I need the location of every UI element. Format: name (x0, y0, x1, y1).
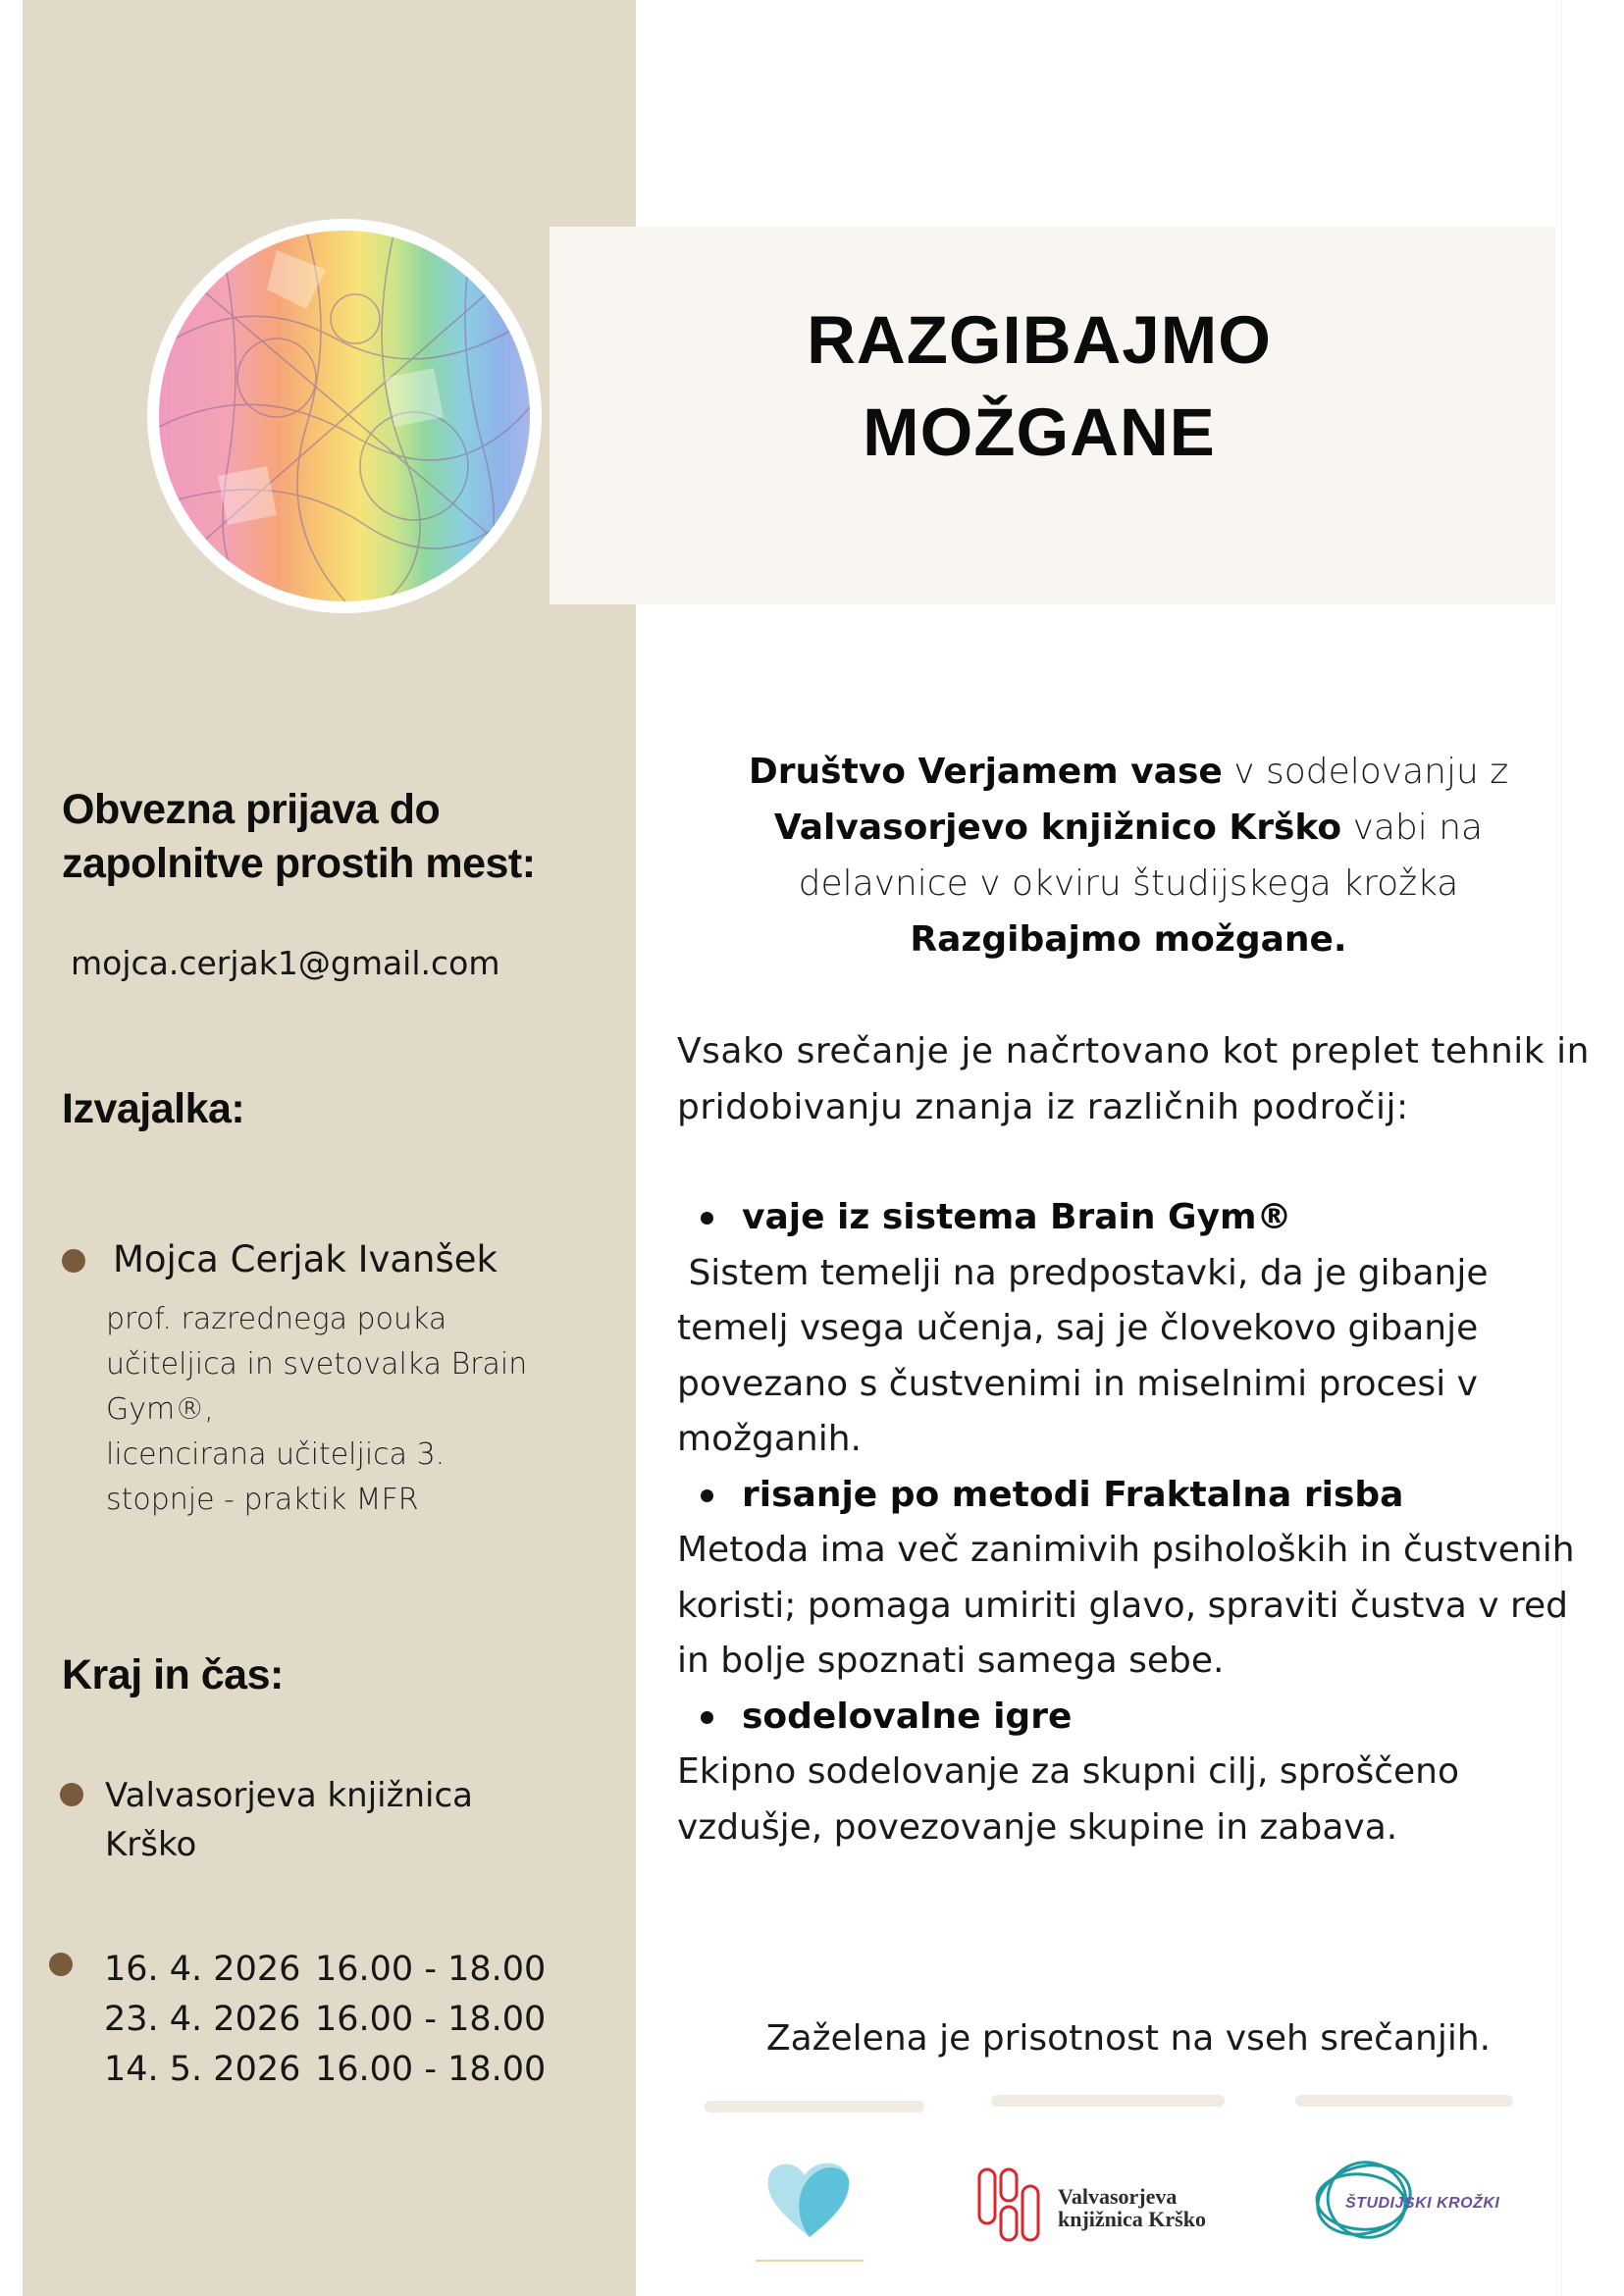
logo-divider (705, 2101, 924, 2113)
circle-name: Razgibajmo možgane. (910, 919, 1347, 960)
activity-item-text: Ekipno sodelovanje za skupni cilj, sproščeno vzdušje, povezovanje skupine in zabava. (677, 1751, 1460, 1848)
intro-paragraph: Društvo Verjamem vase v sodelovanju z Valvasorjevo knjižnico Krško vabi na delavnice v okviru študijskega krožka Razgibajmo možgane. (748, 752, 1509, 960)
instructor-description: prof. razrednega pouka učiteljica in svetovalka Brain Gym®, licencirana učiteljica 3. stopnje - praktik MFR (106, 1302, 528, 1517)
fractal-drawing-circle-image (159, 231, 530, 601)
body-lead: Vsako srečanje je načrtovano kot preplet tehnik in pridobivanju znanja iz različnih področij: (677, 1031, 1590, 1127)
title-line-2: MOŽGANE (863, 394, 1216, 470)
contact-email[interactable]: mojca.cerjak1@gmail.com (71, 944, 500, 982)
date-row: 16. 4. 2026 16.00 - 18.00 (104, 1950, 547, 1989)
activity-item-title: vaje iz sistema Brain Gym® (677, 1190, 1590, 1246)
bullet-icon (701, 1489, 713, 1502)
library-name: Valvasorjevo knjižnico Krško (773, 808, 1342, 848)
poster-title (636, 294, 1442, 479)
activity-item-text: Metoda ima več zanimivih psiholoških in čustvenih koristi; pomaga umiriti glavo, spraviti čustva v red in bolje spoznati samega sebe. (677, 1530, 1575, 1681)
logo-divider (991, 2095, 1225, 2107)
library-logo-text: Valvasorjeva knjižnica Krško (1058, 2184, 1206, 2231)
bullet-icon (701, 1212, 713, 1225)
organizer-name: Društvo Verjamem vase (748, 752, 1223, 792)
logo-divider (1295, 2095, 1513, 2107)
activity-item-text: Sistem temelji na predpostavki, da je gibanje temelj vsega učenja, saj je človekovo gibanje povezano s čustvenimi in miselnimi procesi v možganih. (677, 1252, 1499, 1459)
bullet-dot-icon (49, 1953, 73, 1976)
activity-item-title: sodelovalne igre (677, 1690, 1590, 1746)
date-row: 23. 4. 2026 16.00 - 18.00 (104, 2000, 547, 2039)
closing-note: Zaželena je prisotnost na vseh srečanjih. (765, 2018, 1492, 2059)
activity-item-title: risanje po metodi Fraktalna risba (677, 1468, 1590, 1524)
studijski-krozki-label: ŠTUDIJSKI KROŽKI (1345, 2195, 1500, 2212)
bullet-dot-icon (62, 1249, 85, 1273)
blue-fingerprint-heart-logo (760, 2154, 859, 2242)
activity-list (677, 1190, 1590, 1855)
signature-line-icon (756, 2260, 864, 2262)
fractal-lines-icon (159, 231, 530, 601)
artwork-frame (147, 219, 542, 613)
instructor-name: Mojca Cerjak Ivanšek (113, 1238, 498, 1280)
venue: Valvasorjeva knjižnica Krško (105, 1776, 473, 1864)
valvasor-library-logo (976, 2166, 1040, 2243)
session-dates (104, 1945, 546, 2095)
page-edge-line (1561, 0, 1562, 2296)
instructor-heading: Izvajalka: (62, 1085, 245, 1132)
date-row: 14. 5. 2026 16.00 - 18.00 (104, 2050, 547, 2089)
registration-heading: Obvezna prijava do zapolnitve prostih mest: (62, 786, 536, 887)
bullet-dot-icon (60, 1783, 83, 1806)
bullet-icon (701, 1711, 713, 1724)
place-time-heading: Kraj in čas: (62, 1651, 284, 1698)
title-line-1: RAZGIBAJMO (807, 302, 1272, 378)
